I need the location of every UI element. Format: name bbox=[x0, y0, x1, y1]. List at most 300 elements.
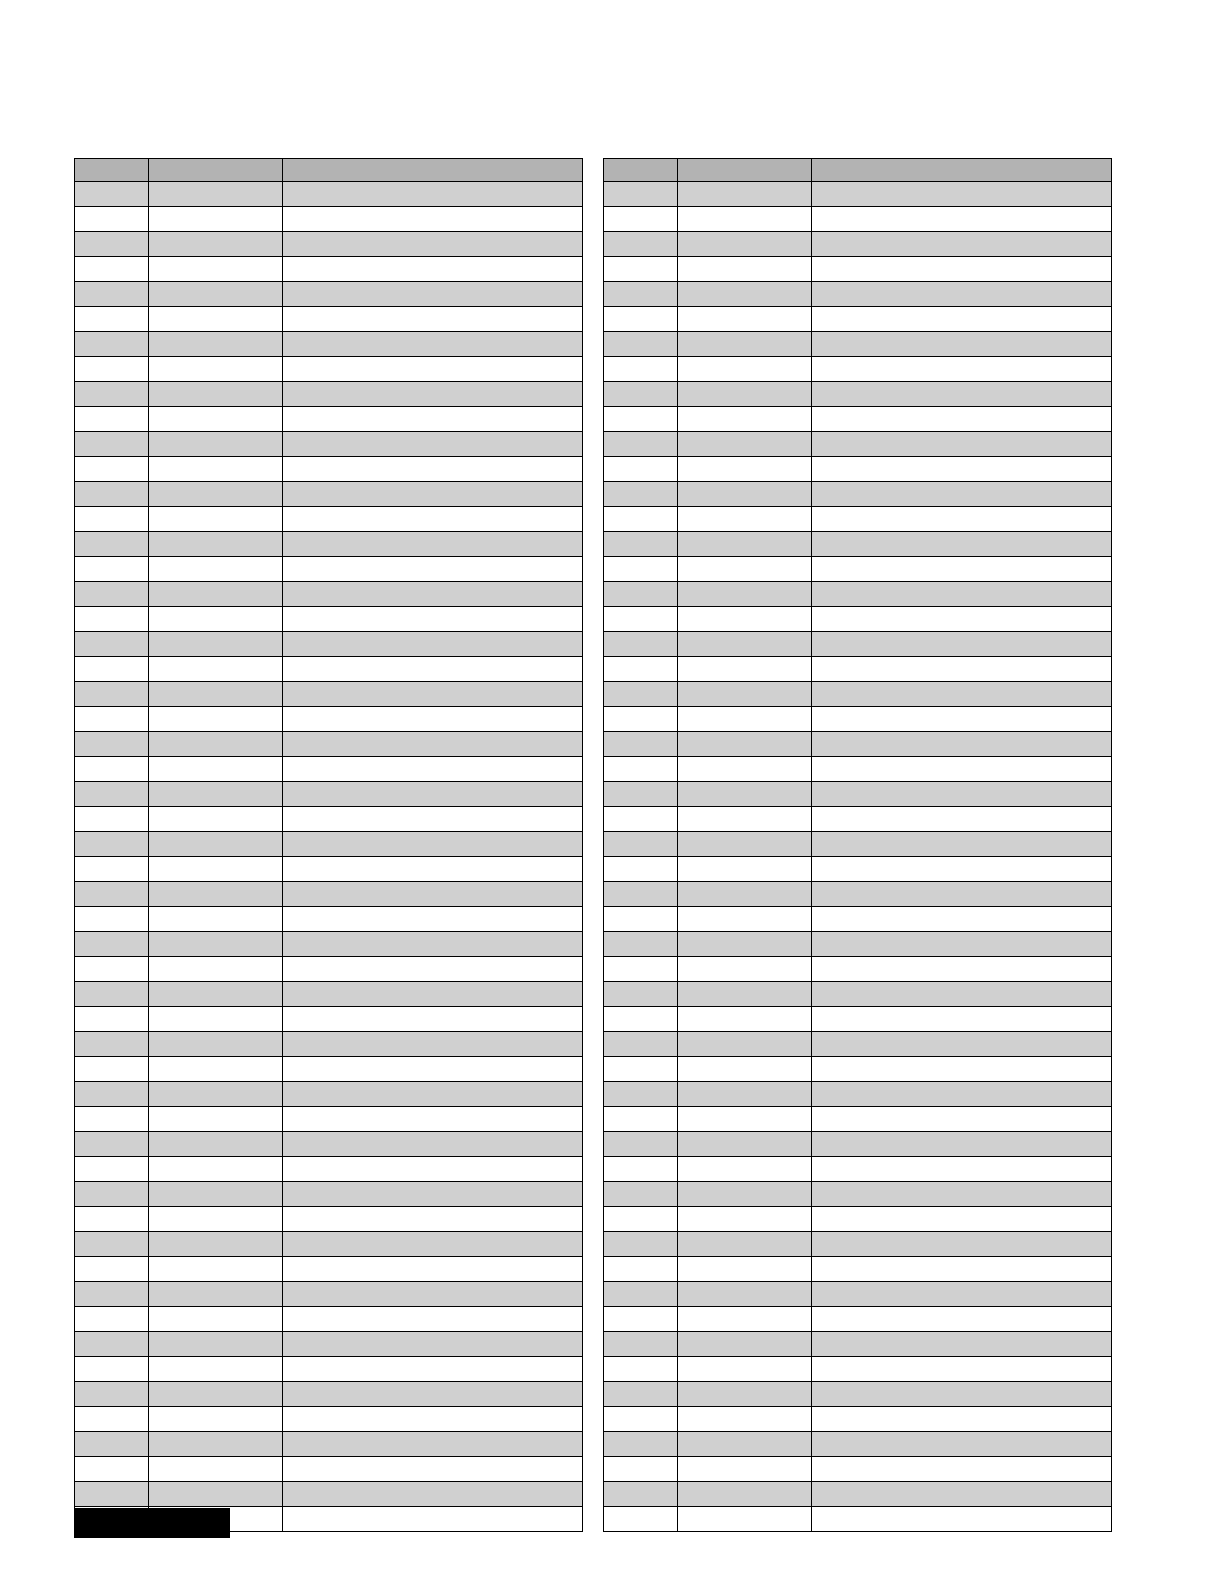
cell-code bbox=[149, 582, 283, 607]
cell-number bbox=[75, 257, 149, 282]
table-row bbox=[604, 1507, 1112, 1532]
cell-description bbox=[812, 957, 1112, 982]
cell-code bbox=[678, 357, 812, 382]
cell-code bbox=[678, 1207, 812, 1232]
cell-number bbox=[75, 1432, 149, 1457]
cell-number bbox=[75, 732, 149, 757]
cell-description bbox=[283, 1332, 583, 1357]
table-row bbox=[75, 907, 583, 932]
cell-description bbox=[812, 832, 1112, 857]
cell-code bbox=[149, 1082, 283, 1107]
cell-code bbox=[678, 1332, 812, 1357]
cell-code bbox=[149, 1032, 283, 1057]
table-row bbox=[604, 957, 1112, 982]
cell-description bbox=[812, 282, 1112, 307]
cell-number bbox=[604, 1232, 678, 1257]
table-row bbox=[75, 1007, 583, 1032]
cell-description bbox=[812, 257, 1112, 282]
cell-code bbox=[678, 207, 812, 232]
cell-number bbox=[604, 1032, 678, 1057]
cell-code bbox=[678, 932, 812, 957]
cell-number bbox=[604, 1282, 678, 1307]
table-row bbox=[604, 1207, 1112, 1232]
cell-number bbox=[604, 957, 678, 982]
cell-description bbox=[812, 707, 1112, 732]
column-header-code bbox=[678, 159, 812, 182]
table-row bbox=[75, 607, 583, 632]
table-row bbox=[75, 432, 583, 457]
cell-description bbox=[283, 357, 583, 382]
table-row bbox=[75, 707, 583, 732]
cell-description bbox=[812, 457, 1112, 482]
table-row bbox=[75, 482, 583, 507]
table-row bbox=[604, 1057, 1112, 1082]
column-header-number bbox=[75, 159, 149, 182]
cell-number bbox=[75, 582, 149, 607]
cell-code bbox=[678, 1107, 812, 1132]
cell-code bbox=[149, 1257, 283, 1282]
table-row bbox=[604, 182, 1112, 207]
cell-code bbox=[678, 307, 812, 332]
table-row bbox=[604, 1007, 1112, 1032]
cell-description bbox=[283, 1507, 583, 1532]
table-header-row bbox=[604, 159, 1112, 182]
cell-number bbox=[75, 532, 149, 557]
cell-number bbox=[604, 982, 678, 1007]
cell-code bbox=[149, 357, 283, 382]
table-row bbox=[604, 607, 1112, 632]
cell-number bbox=[604, 432, 678, 457]
cell-code bbox=[149, 1307, 283, 1332]
table-row bbox=[75, 657, 583, 682]
cell-code bbox=[149, 1332, 283, 1357]
cell-description bbox=[812, 382, 1112, 407]
cell-code bbox=[149, 807, 283, 832]
cell-number bbox=[75, 1232, 149, 1257]
cell-number bbox=[604, 1257, 678, 1282]
cell-number bbox=[604, 1482, 678, 1507]
cell-number bbox=[75, 1357, 149, 1382]
table-row bbox=[75, 1482, 583, 1507]
cell-description bbox=[812, 682, 1112, 707]
cell-description bbox=[812, 1032, 1112, 1057]
table-row bbox=[75, 1032, 583, 1057]
table-row bbox=[75, 407, 583, 432]
table-row bbox=[604, 307, 1112, 332]
cell-description bbox=[283, 282, 583, 307]
cell-code bbox=[678, 582, 812, 607]
cell-description bbox=[812, 1107, 1112, 1132]
cell-number bbox=[75, 1332, 149, 1357]
cell-description bbox=[283, 757, 583, 782]
cell-description bbox=[812, 357, 1112, 382]
cell-number bbox=[604, 507, 678, 532]
cell-description bbox=[812, 1307, 1112, 1332]
cell-description bbox=[283, 607, 583, 632]
cell-code bbox=[678, 1132, 812, 1157]
table-row bbox=[75, 682, 583, 707]
table-row bbox=[75, 832, 583, 857]
cell-description bbox=[812, 907, 1112, 932]
cell-description bbox=[283, 1107, 583, 1132]
cell-number bbox=[604, 1132, 678, 1157]
cell-description bbox=[812, 1132, 1112, 1157]
table-row bbox=[604, 257, 1112, 282]
cell-number bbox=[604, 257, 678, 282]
cell-description bbox=[283, 1007, 583, 1032]
cell-code bbox=[678, 182, 812, 207]
cell-description bbox=[812, 432, 1112, 457]
cell-number bbox=[604, 632, 678, 657]
cell-description bbox=[283, 457, 583, 482]
table-row bbox=[604, 1332, 1112, 1357]
cell-description bbox=[283, 682, 583, 707]
cell-number bbox=[75, 1182, 149, 1207]
cell-number bbox=[604, 482, 678, 507]
table-row bbox=[604, 1282, 1112, 1307]
cell-code bbox=[149, 857, 283, 882]
cell-code bbox=[149, 657, 283, 682]
cell-number bbox=[75, 432, 149, 457]
cell-description bbox=[812, 1407, 1112, 1432]
table-row bbox=[604, 282, 1112, 307]
cell-code bbox=[149, 1007, 283, 1032]
cell-number bbox=[75, 457, 149, 482]
table-row bbox=[75, 1432, 583, 1457]
table-row bbox=[604, 507, 1112, 532]
cell-number bbox=[604, 357, 678, 382]
cell-code bbox=[149, 682, 283, 707]
footer-black-bar bbox=[74, 1508, 230, 1538]
cell-code bbox=[678, 657, 812, 682]
cell-description bbox=[812, 1182, 1112, 1207]
table-row bbox=[75, 282, 583, 307]
cell-number bbox=[604, 382, 678, 407]
cell-number bbox=[75, 1257, 149, 1282]
cell-code bbox=[678, 1482, 812, 1507]
cell-number bbox=[75, 1282, 149, 1307]
table-row bbox=[604, 457, 1112, 482]
cell-number bbox=[75, 232, 149, 257]
cell-number bbox=[604, 532, 678, 557]
left-table-body bbox=[75, 182, 583, 1532]
cell-description bbox=[283, 1057, 583, 1082]
cell-description bbox=[283, 582, 583, 607]
cell-code bbox=[678, 807, 812, 832]
cell-code bbox=[149, 1432, 283, 1457]
cell-description bbox=[812, 1332, 1112, 1357]
table-row bbox=[604, 832, 1112, 857]
cell-description bbox=[283, 557, 583, 582]
cell-number bbox=[604, 207, 678, 232]
cell-number bbox=[604, 457, 678, 482]
table-row bbox=[75, 1082, 583, 1107]
cell-number bbox=[75, 782, 149, 807]
cell-number bbox=[604, 407, 678, 432]
cell-number bbox=[75, 1132, 149, 1157]
table-row bbox=[75, 582, 583, 607]
cell-description bbox=[283, 1232, 583, 1257]
cell-description bbox=[283, 1207, 583, 1232]
cell-number bbox=[604, 582, 678, 607]
table-row bbox=[604, 332, 1112, 357]
cell-code bbox=[149, 332, 283, 357]
table-row bbox=[75, 1107, 583, 1132]
cell-code bbox=[149, 607, 283, 632]
cell-description bbox=[283, 507, 583, 532]
cell-description bbox=[812, 1432, 1112, 1457]
cell-description bbox=[283, 232, 583, 257]
table-row bbox=[75, 982, 583, 1007]
cell-code bbox=[149, 182, 283, 207]
cell-code bbox=[678, 257, 812, 282]
cell-code bbox=[678, 1232, 812, 1257]
table-row bbox=[604, 432, 1112, 457]
cell-code bbox=[149, 932, 283, 957]
cell-number bbox=[604, 332, 678, 357]
cell-code bbox=[149, 782, 283, 807]
cell-code bbox=[678, 982, 812, 1007]
cell-code bbox=[678, 1507, 812, 1532]
cell-description bbox=[812, 557, 1112, 582]
table-row bbox=[75, 1257, 583, 1282]
cell-code bbox=[149, 732, 283, 757]
cell-number bbox=[75, 682, 149, 707]
table-row bbox=[604, 882, 1112, 907]
table-row bbox=[75, 1307, 583, 1332]
cell-description bbox=[283, 432, 583, 457]
cell-code bbox=[149, 1457, 283, 1482]
cell-number bbox=[604, 1082, 678, 1107]
table-row bbox=[604, 1432, 1112, 1457]
table-row bbox=[75, 1232, 583, 1257]
cell-description bbox=[812, 582, 1112, 607]
cell-description bbox=[283, 807, 583, 832]
cell-number bbox=[604, 1432, 678, 1457]
cell-code bbox=[678, 407, 812, 432]
cell-description bbox=[812, 182, 1112, 207]
cell-number bbox=[604, 707, 678, 732]
table-row bbox=[75, 957, 583, 982]
table-row bbox=[604, 857, 1112, 882]
table-row bbox=[75, 507, 583, 532]
column-header-description bbox=[283, 159, 583, 182]
table-row bbox=[604, 357, 1112, 382]
table-row bbox=[604, 1082, 1112, 1107]
table-row bbox=[604, 382, 1112, 407]
cell-number bbox=[604, 1207, 678, 1232]
cell-code bbox=[149, 907, 283, 932]
cell-description bbox=[812, 882, 1112, 907]
table-row bbox=[604, 982, 1112, 1007]
cell-code bbox=[149, 1407, 283, 1432]
cell-number bbox=[604, 182, 678, 207]
table-row bbox=[75, 857, 583, 882]
cell-description bbox=[283, 482, 583, 507]
table-row bbox=[604, 1307, 1112, 1332]
cell-code bbox=[678, 507, 812, 532]
cell-number bbox=[604, 1307, 678, 1332]
cell-number bbox=[604, 307, 678, 332]
cell-number bbox=[604, 1407, 678, 1432]
cell-number bbox=[75, 857, 149, 882]
cell-number bbox=[75, 1032, 149, 1057]
table-row bbox=[604, 1382, 1112, 1407]
cell-number bbox=[75, 1207, 149, 1232]
table-row bbox=[604, 1357, 1112, 1382]
cell-number bbox=[75, 832, 149, 857]
cell-number bbox=[604, 757, 678, 782]
cell-code bbox=[149, 382, 283, 407]
cell-code bbox=[678, 532, 812, 557]
cell-code bbox=[678, 457, 812, 482]
cell-description bbox=[812, 1007, 1112, 1032]
table-row bbox=[604, 1407, 1112, 1432]
column-header-description bbox=[812, 159, 1112, 182]
cell-description bbox=[283, 1307, 583, 1332]
table-row bbox=[75, 882, 583, 907]
cell-code bbox=[149, 1232, 283, 1257]
cell-description bbox=[812, 1232, 1112, 1257]
table-row bbox=[604, 582, 1112, 607]
cell-description bbox=[812, 307, 1112, 332]
cell-description bbox=[283, 782, 583, 807]
cell-number bbox=[604, 232, 678, 257]
cell-number bbox=[604, 657, 678, 682]
table-row bbox=[604, 1482, 1112, 1507]
table-row bbox=[75, 807, 583, 832]
table-row bbox=[75, 1382, 583, 1407]
cell-code bbox=[149, 707, 283, 732]
cell-code bbox=[678, 907, 812, 932]
cell-code bbox=[678, 707, 812, 732]
cell-description bbox=[812, 657, 1112, 682]
cell-code bbox=[678, 1307, 812, 1332]
cell-description bbox=[283, 1432, 583, 1457]
table-row bbox=[604, 807, 1112, 832]
table-row bbox=[75, 1332, 583, 1357]
cell-code bbox=[149, 232, 283, 257]
column-header-code bbox=[149, 159, 283, 182]
cell-code bbox=[678, 1157, 812, 1182]
table-row bbox=[604, 482, 1112, 507]
cell-number bbox=[604, 557, 678, 582]
cell-code bbox=[678, 1357, 812, 1382]
cell-code bbox=[149, 207, 283, 232]
cell-description bbox=[283, 1357, 583, 1382]
table-row bbox=[75, 1132, 583, 1157]
cell-description bbox=[283, 1132, 583, 1157]
cell-description bbox=[812, 1482, 1112, 1507]
cell-number bbox=[75, 1407, 149, 1432]
table-row bbox=[604, 1107, 1112, 1132]
cell-number bbox=[604, 1007, 678, 1032]
cell-code bbox=[149, 482, 283, 507]
cell-number bbox=[604, 907, 678, 932]
cell-number bbox=[604, 932, 678, 957]
cell-code bbox=[678, 732, 812, 757]
cell-code bbox=[149, 982, 283, 1007]
table-row bbox=[604, 657, 1112, 682]
cell-description bbox=[283, 1282, 583, 1307]
cell-number bbox=[75, 882, 149, 907]
cell-description bbox=[283, 657, 583, 682]
cell-description bbox=[283, 1457, 583, 1482]
cell-code bbox=[149, 1182, 283, 1207]
cell-description bbox=[283, 707, 583, 732]
cell-code bbox=[678, 882, 812, 907]
cell-code bbox=[678, 757, 812, 782]
cell-code bbox=[678, 857, 812, 882]
cell-description bbox=[812, 857, 1112, 882]
cell-code bbox=[678, 632, 812, 657]
table-row bbox=[75, 557, 583, 582]
cell-code bbox=[678, 1182, 812, 1207]
cell-description bbox=[283, 1182, 583, 1207]
left-table-header bbox=[75, 159, 583, 182]
cell-number bbox=[604, 682, 678, 707]
cell-description bbox=[283, 182, 583, 207]
table-row bbox=[75, 732, 583, 757]
cell-code bbox=[678, 482, 812, 507]
cell-description bbox=[812, 782, 1112, 807]
cell-code bbox=[149, 1282, 283, 1307]
cell-number bbox=[604, 1382, 678, 1407]
cell-number bbox=[75, 332, 149, 357]
cell-code bbox=[149, 1357, 283, 1382]
table-row bbox=[75, 632, 583, 657]
table-row bbox=[75, 257, 583, 282]
cell-description bbox=[283, 907, 583, 932]
table-row bbox=[604, 1132, 1112, 1157]
table-row bbox=[75, 232, 583, 257]
cell-number bbox=[75, 1382, 149, 1407]
cell-code bbox=[678, 232, 812, 257]
cell-description bbox=[812, 1457, 1112, 1482]
cell-description bbox=[812, 632, 1112, 657]
cell-code bbox=[678, 332, 812, 357]
table-row bbox=[604, 757, 1112, 782]
cell-code bbox=[678, 1382, 812, 1407]
cell-number bbox=[604, 1057, 678, 1082]
table-row bbox=[75, 207, 583, 232]
table-row bbox=[75, 1057, 583, 1082]
table-row bbox=[75, 332, 583, 357]
cell-code bbox=[149, 1107, 283, 1132]
cell-number bbox=[75, 357, 149, 382]
table-row bbox=[604, 907, 1112, 932]
cell-description bbox=[812, 332, 1112, 357]
table-row bbox=[604, 232, 1112, 257]
table-row bbox=[75, 457, 583, 482]
cell-number bbox=[75, 507, 149, 532]
cell-description bbox=[283, 1157, 583, 1182]
cell-description bbox=[812, 982, 1112, 1007]
cell-code bbox=[149, 832, 283, 857]
cell-number bbox=[75, 182, 149, 207]
cell-number bbox=[75, 957, 149, 982]
cell-number bbox=[604, 807, 678, 832]
cell-number bbox=[75, 632, 149, 657]
cell-code bbox=[149, 1157, 283, 1182]
cell-code bbox=[678, 432, 812, 457]
right-table-header bbox=[604, 159, 1112, 182]
table-row bbox=[604, 407, 1112, 432]
cell-number bbox=[604, 832, 678, 857]
cell-code bbox=[149, 957, 283, 982]
table-row bbox=[75, 382, 583, 407]
cell-description bbox=[283, 382, 583, 407]
